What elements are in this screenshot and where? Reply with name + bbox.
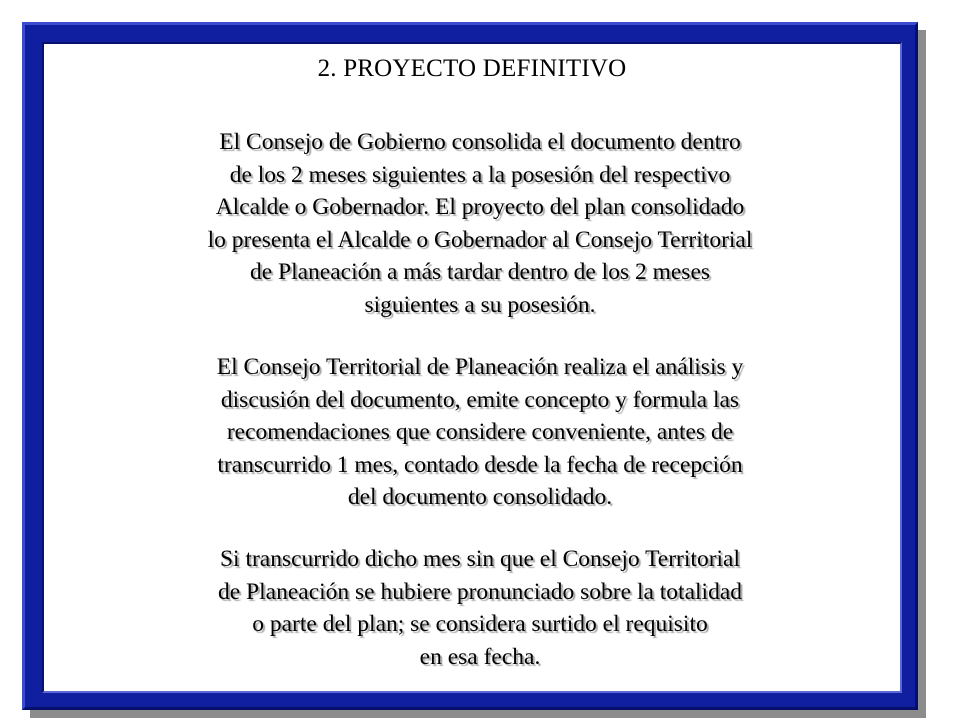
paragraph-line: Alcalde o Gobernador. El proyecto del plan consolidado bbox=[215, 194, 745, 220]
paragraph-line: del documento consolidado. bbox=[347, 484, 613, 510]
paragraph-line: de Planeación se hubiere pronunciado sobre la totalidad bbox=[218, 578, 742, 605]
slide-title: 2. PROYECTO DEFINITIVO bbox=[317, 55, 627, 82]
paragraph-line: o parte del plan; se considera surtido el requisito bbox=[252, 611, 708, 637]
paragraph-line: Si transcurrido dicho mes sin que el Consejo Territorial bbox=[219, 546, 741, 572]
paragraph-council-review bbox=[100, 351, 860, 514]
paragraph-line: en esa fecha. bbox=[419, 643, 541, 670]
paragraph-consolidation bbox=[100, 126, 860, 321]
paragraph-line: El Consejo Territorial de Planeación realiza el análisis y bbox=[216, 354, 744, 380]
paragraph-line: lo presenta el Alcalde o Gobernador al Consejo Territorial bbox=[207, 226, 753, 253]
paragraph-line: de los 2 meses siguientes a la posesión del respectivo bbox=[229, 161, 731, 188]
paragraph-line: recomendaciones que considere conveniente, antes de bbox=[226, 419, 734, 445]
paragraph-line: transcurrido 1 mes, contado desde la fecha de recepción bbox=[217, 451, 743, 478]
paragraph-line: El Consejo de Gobierno consolida el documento dentro bbox=[219, 129, 741, 155]
paragraph-line: de Planeación a más tardar dentro de los 2 meses bbox=[249, 259, 711, 285]
paragraph-deadline bbox=[100, 543, 860, 673]
paragraph-line: siguientes a su posesión. bbox=[364, 291, 596, 318]
paragraph-line: discusión del documento, emite concepto y formula las bbox=[220, 386, 740, 413]
